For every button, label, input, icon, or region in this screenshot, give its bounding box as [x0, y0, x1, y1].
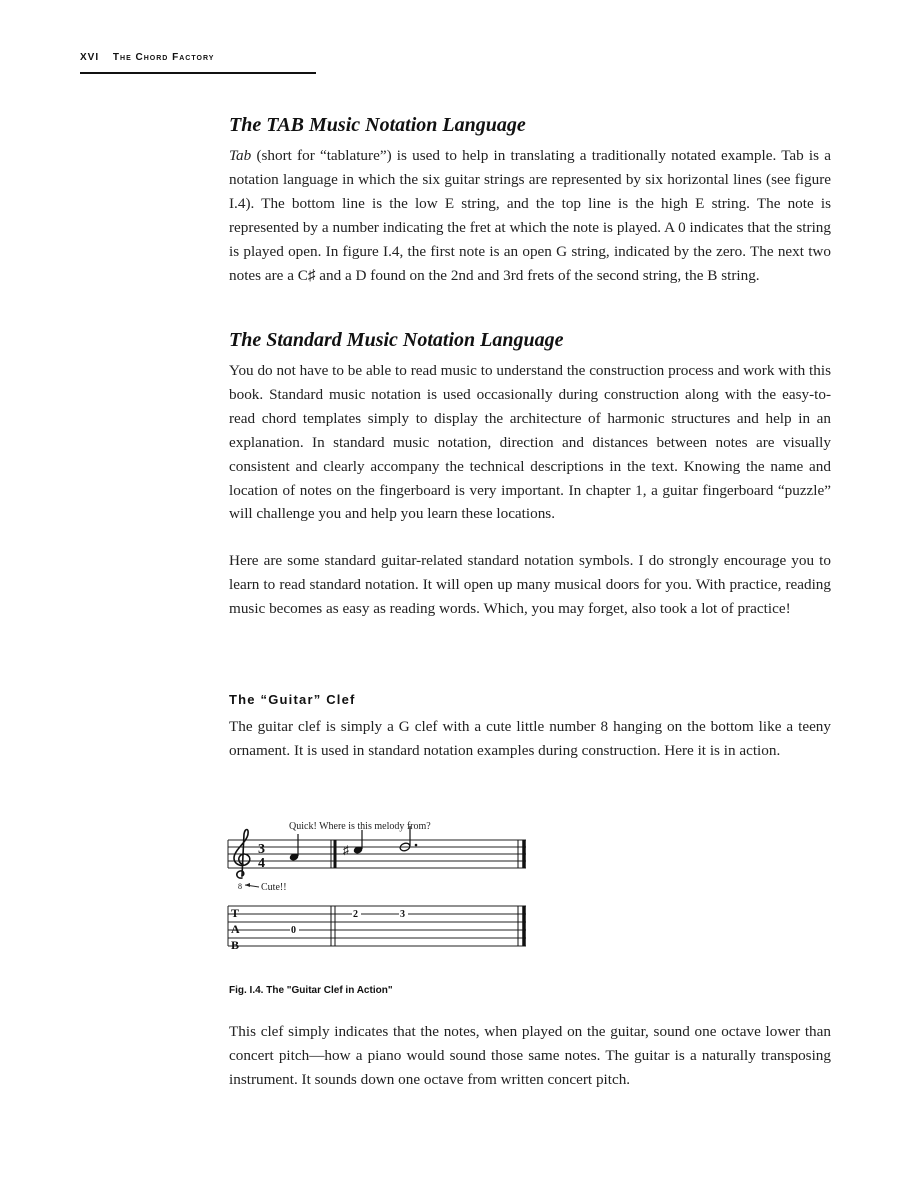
header-rule: [80, 72, 316, 74]
tab-fret-0: 0: [291, 925, 296, 936]
paragraph-clef-2: This clef simply indicates that the notes, when played on the guitar, sound one octave lower than concert pitch—how a piano would sound those same notes. The guitar is a naturally transposing instrument. It sounds down one octave from written concert pitch.: [229, 1023, 831, 1088]
staff: [228, 840, 526, 868]
clef-octave-8: 8: [238, 882, 242, 891]
note-g-quarter: [289, 834, 300, 862]
paragraph-clef-1: The guitar clef is simply a G clef with a cute little number 8 hanging on the bottom like a teeny ornament. It is used in standard notation examples during construction. Here it is in action.: [229, 718, 831, 759]
running-head: [80, 52, 214, 63]
tab-staff: [228, 906, 526, 946]
figure-guitar-clef: [225, 812, 535, 964]
heading-tab-notation: The TAB Music Notation Language: [229, 114, 526, 136]
tab-fret-2: 2: [353, 909, 358, 920]
tab-term: Tab: [229, 147, 252, 164]
figure-caption: Fig. I.4. The "Guitar Clef in Action": [229, 985, 393, 996]
section-clef: [229, 692, 831, 763]
melody-question: Quick! Where is this melody from?: [289, 821, 431, 832]
book-title: The Chord Factory: [112, 52, 215, 63]
cute-label: Cute!!: [261, 882, 287, 893]
note-csharp: [353, 830, 364, 855]
section-tab: [229, 112, 831, 287]
paragraph-standard-1: You do not have to be able to read music to understand the construction process and work with this book. Standard music notation is used occasionally during construction along with the easy-to-read chord templates simply to display the architecture of harmonic structures and help in an explanation. In standard music notation, direction and distances between notes are visually consistent and clearly accompany the technical descriptions in the text. Knowing the name and location of notes on the fingerboard is very important. In chapter 1, a guitar fingerboard “puzzle” will challenge you and help you learn these locations.: [229, 362, 831, 523]
page-number: XVI: [80, 52, 100, 63]
time-signature-top: 3: [258, 842, 265, 857]
tab-paragraph-text: (short for “tablature”) is used to help in translating a traditionally notated example. Tab is a notation language in which the six guitar strings are represented by six horizontal lines (see figure I.4). The bottom line is the low E string, and the top line is the high E string. The note is represented by a number indicating the fret at which the note is played. A 0 indicates that the string is played open. In figure I.4, the first note is an open G string, indicated by the zero. The next two notes are a C♯ and a D found on the 2nd and 3rd frets of the second string, the B string.: [229, 147, 831, 284]
tab-letter-b: B: [231, 938, 240, 952]
paragraph-standard-2: Here are some standard guitar-related standard notation symbols. I do strongly encourage you to learn to read standard notation. It will open up many musical doors for you. With practice, reading music becomes as easy as reading words. Which, you may forget, also took a lot of practice!: [229, 552, 831, 618]
tab-letter-t: T: [231, 906, 240, 920]
tab-letter-a: A: [231, 922, 240, 936]
time-signature-bottom: 4: [258, 856, 265, 871]
tab-fret-3: 3: [400, 909, 405, 920]
paragraph-tab-notation: [229, 144, 831, 287]
section-clef-continued: [229, 1020, 831, 1092]
section-standard: [229, 327, 831, 621]
heading-guitar-clef: The “Guitar” Clef: [229, 692, 356, 707]
heading-standard-notation: The Standard Music Notation Language: [229, 329, 564, 351]
sharp-icon: ♯: [343, 843, 349, 857]
